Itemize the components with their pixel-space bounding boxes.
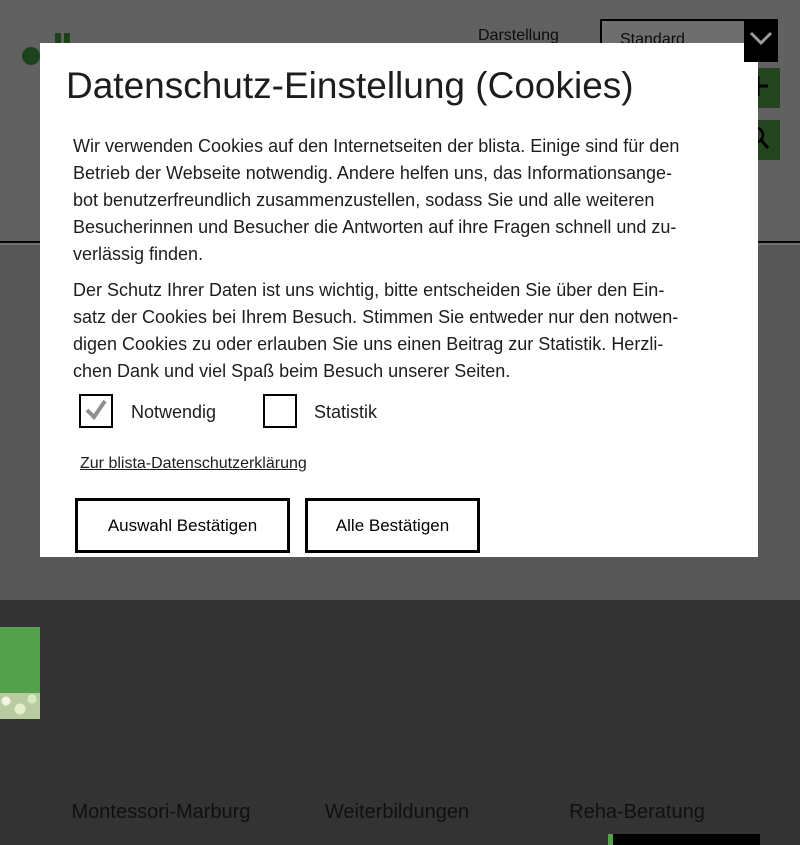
paragraph2-line: Der Schutz Ihrer Daten ist uns wichtig, bitte entscheiden Sie über den Ein- [73, 280, 665, 300]
paragraph1-line: verlässig finden. [73, 244, 204, 264]
paragraph2-line: chen Dank und viel Spaß beim Besuch unserer Seiten. [73, 361, 511, 381]
paragraph2-line: digen Cookies zu oder erlauben Sie uns einen Beitrag zur Statistik. Herzli- [73, 334, 664, 354]
paragraph2-line: satz der Cookies bei Ihrem Besuch. Stimmen Sie entweder nur den notwen- [73, 307, 679, 327]
paragraph1-line: Betrieb der Webseite notwendig. Andere helfen uns, das Informationsange- [73, 163, 673, 183]
card-label-weiterbildungen: Weiterbildungen [324, 801, 470, 823]
background-bar [608, 834, 760, 845]
paragraph1-line: Besucherinnen und Besucher die Antworten auf ihre Fragen schnell und zu- [73, 217, 677, 237]
dialog-title: Datenschutz-Einstellung (Cookies) [66, 65, 634, 106]
privacy-policy-link[interactable]: Zur blista-Datenschutzerklärung [80, 455, 307, 472]
checkmark-icon [83, 396, 109, 427]
card-label-montessori: Montessori-Marburg [71, 801, 251, 823]
cookie-dialog [40, 43, 758, 557]
background-photo-fragment [0, 693, 40, 719]
checkbox-statistik-label: Statistik [314, 402, 378, 422]
checkbox-statistik[interactable] [263, 394, 297, 428]
confirm-selection-button[interactable]: Auswahl Bestätigen [75, 498, 290, 553]
chevron-down-icon [748, 30, 774, 51]
display-select-arrow-button[interactable] [744, 19, 778, 62]
paragraph1-line: bot benutzerfreundlich zusammenzustellen, sodass Sie und alle weiteren [73, 190, 655, 210]
checkbox-notwendig-label: Notwendig [131, 402, 217, 422]
card-label-reha: Reha-Beratung [569, 801, 705, 823]
checkbox-notwendig[interactable] [79, 394, 113, 428]
accept-all-button[interactable]: Alle Bestätigen [305, 498, 480, 553]
background-green-tile [0, 627, 40, 693]
paragraph1-line: Wir verwenden Cookies auf den Internetseiten der blista. Einige sind für den [73, 136, 680, 156]
